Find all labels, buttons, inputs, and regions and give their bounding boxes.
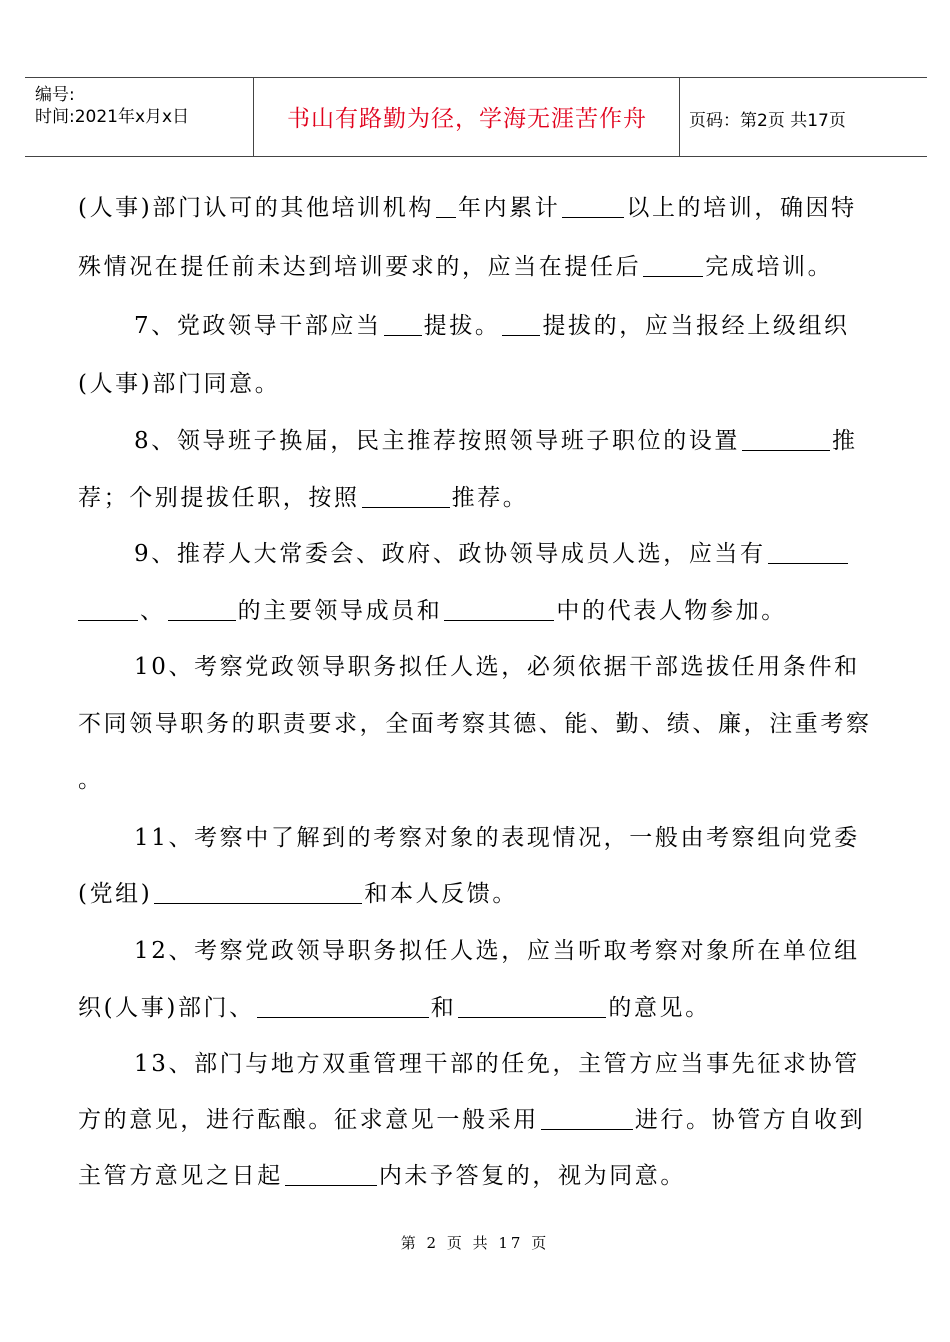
text-span: (人事)部门认可的其他培训机构 [78,195,434,221]
document-time: 时间:2021年x月x日 [35,107,190,127]
blank [154,877,362,904]
text-span: 、 [140,598,166,624]
text-line [78,366,280,402]
blank [285,1159,377,1186]
text-span: 方的意见，进行酝酿。征求意见一般采用 [78,1107,539,1133]
text-span: 提拔。 [423,313,501,339]
text-line [134,536,850,572]
text-line [78,249,833,285]
document-header [25,77,927,157]
header-meta [35,84,189,128]
text-span: 8、领导班子换届，民主推荐按照领导班子职位的设置 [134,428,741,454]
text-span: 完成培训。 [705,254,834,280]
text-span: 10、考察党政领导职务拟任人选，必须依据干部选拔任用条件和 [134,654,860,680]
text-line [78,706,872,742]
page-footer: 第 2 页 共 17 页 [400,1234,550,1252]
text-span: 13、部门与地方双重管理干部的任免，主管方应当事先征求协管 [134,1051,860,1077]
text-line [134,423,858,459]
text-span: (党组) [78,881,153,907]
text-span: 的主要领导成员和 [237,598,443,624]
text-span: 12、考察党政领导职务拟任人选，应当听取考察对象所在单位组 [134,938,860,964]
text-line [78,876,518,912]
header-motto: 书山有路勤为径，学海无涯苦作舟 [287,106,647,132]
blank [643,250,703,277]
text-span: 进行。协管方自收到 [634,1107,866,1133]
text-span: 织(人事)部门、 [78,995,255,1021]
text-line [134,308,850,344]
text-span: 不同领导职务的职责要求，全面考察其德、能、勤、绩、廉，注重考察 [78,711,872,737]
blank [444,594,554,621]
text-line [134,820,860,856]
text-line [78,190,857,226]
blank [257,991,429,1018]
blank [384,309,422,336]
text-span: 以上的培训，确因特 [626,195,857,221]
blank [742,424,830,451]
header-divider [253,78,254,156]
text-span: 和 [430,995,457,1021]
text-span: 荐；个别提拔任职，按照 [78,485,360,511]
text-line [134,1046,860,1082]
blank [168,594,236,621]
text-span: 殊情况在提任前未达到培训要求的，应当在提任后 [78,254,642,280]
blank [436,191,456,218]
text-line [78,1158,686,1194]
text-line [134,649,860,685]
blank [541,1103,633,1130]
blank [458,991,606,1018]
text-span: 和本人反馈。 [364,881,518,907]
blank [362,481,450,508]
blank [502,309,540,336]
text-span: 9、推荐人大常委会、政府、政协领导成员人选，应当有 [134,541,766,567]
text-line [78,480,528,516]
blank [78,594,138,621]
text-span: 11、考察中了解到的考察对象的表现情况，一般由考察组向党委 [134,825,860,851]
text-span: 年内累计 [457,195,561,221]
text-span: 主管方意见之日起 [78,1163,283,1189]
text-line [78,762,104,798]
text-span: 的意见。 [608,995,711,1021]
header-page-info: 页码：第2页 共17页 [689,111,846,131]
text-span: (人事)部门同意。 [78,371,281,397]
text-span: 提拔的，应当报经上级组织 [542,313,850,339]
text-line [78,593,787,629]
text-span: 内未予答复的，视为同意。 [378,1163,687,1189]
text-span: 中的代表人物参加。 [556,598,787,624]
blank [562,191,624,218]
text-span: 推荐。 [451,485,529,511]
text-span: 7、党政领导干部应当 [134,313,382,339]
document-number: 编号: [35,85,75,105]
text-line [78,990,711,1026]
text-line [78,1102,865,1138]
header-divider [679,78,680,156]
text-line [134,933,860,969]
text-span: 推 [832,428,858,454]
blank [768,537,848,564]
text-span: 。 [78,767,104,793]
